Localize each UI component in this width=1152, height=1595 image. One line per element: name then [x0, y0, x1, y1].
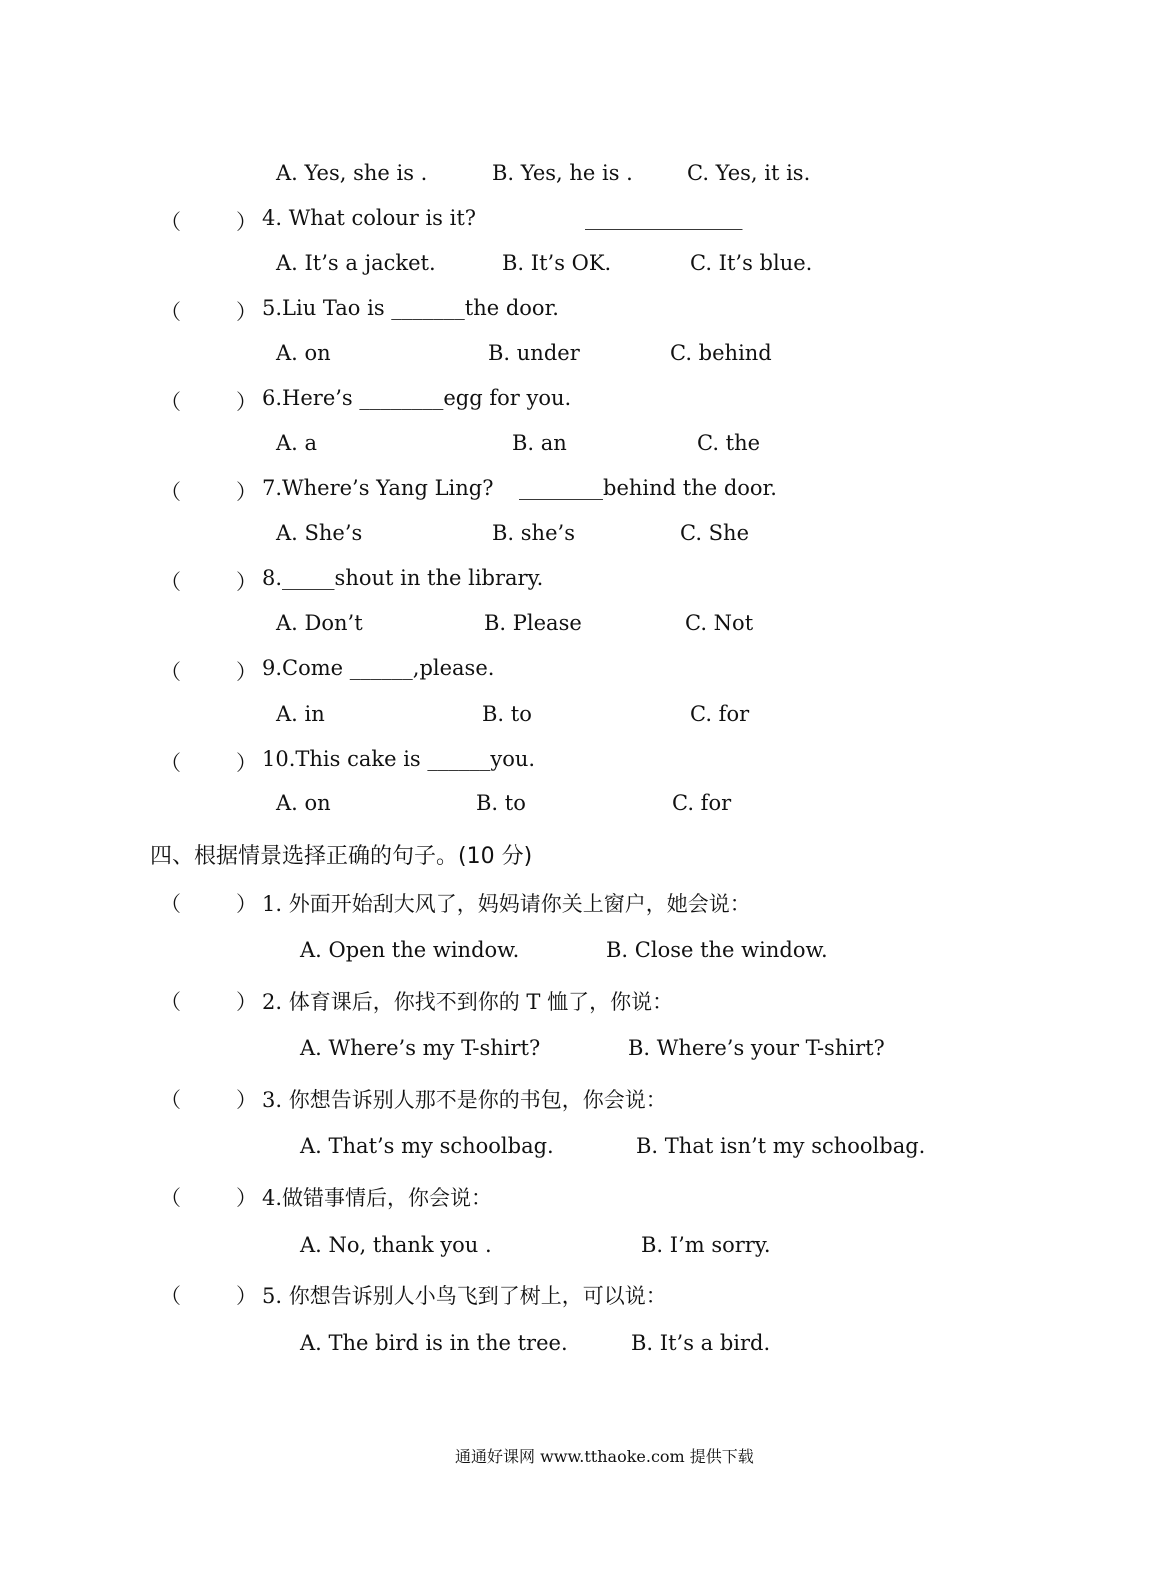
paren-open: （: [160, 1186, 181, 1210]
paren-close: ）: [236, 1284, 257, 1308]
paren-close: ）: [236, 751, 257, 775]
paren-open: （: [160, 300, 181, 324]
option-c: C. for: [672, 791, 732, 815]
option-c: C. behind: [670, 341, 772, 365]
option-c: C. She: [680, 521, 750, 545]
question-text: 7.Where’s Yang Ling?: [262, 476, 494, 500]
question-text: 4.做错事情后，你会说：: [262, 1186, 493, 1210]
paren-close: ）: [236, 480, 257, 504]
option-a: A. on: [276, 791, 331, 815]
option-c: C. for: [690, 702, 750, 726]
option-a: A. The bird is in the tree.: [300, 1331, 568, 1355]
option-b: B. an: [512, 431, 567, 455]
question-text: 2. 体育课后，你找不到你的 T 恤了，你说：: [262, 990, 674, 1014]
paren-close: ）: [236, 390, 257, 414]
option-b: B. Where’s your T-shirt?: [628, 1036, 885, 1060]
question-text: 10.This cake is ______you.: [262, 747, 536, 771]
option-a: A. on: [276, 341, 331, 365]
paren-open: （: [160, 390, 181, 414]
question-text: 5. 你想告诉别人小鸟飞到了树上，可以说：: [262, 1284, 667, 1308]
paren-close: ）: [236, 990, 257, 1014]
paren-close: ）: [236, 570, 257, 594]
option-c: C. It’s blue.: [690, 251, 813, 275]
option-a: A. No, thank you .: [300, 1233, 492, 1257]
paren-open: （: [160, 892, 181, 916]
option-b: B. Please: [484, 611, 582, 635]
option-a: A. Don’t: [276, 611, 363, 635]
paren-open: （: [160, 210, 181, 234]
option-a: A. She’s: [276, 521, 363, 545]
option-c: C. Yes, it is.: [687, 161, 811, 185]
option-b: B. It’s a bird.: [631, 1331, 771, 1355]
option-a: A. Where’s my T-shirt?: [300, 1036, 541, 1060]
paren-close: ）: [236, 1186, 257, 1210]
option-b: B. I’m sorry.: [641, 1233, 771, 1257]
paren-close: ）: [236, 210, 257, 234]
paren-close: ）: [236, 300, 257, 324]
option-a: A. Yes, she is .: [276, 161, 428, 185]
page-footer: 通通好课网 www.tthaoke.com 提供下载: [455, 1447, 754, 1466]
option-c: C. the: [697, 431, 761, 455]
option-b: B. That isn’t my schoolbag.: [636, 1134, 926, 1158]
option-b: B. Close the window.: [606, 938, 828, 962]
option-c: C. Not: [685, 611, 754, 635]
paren-close: ）: [236, 1088, 257, 1112]
paren-open: （: [160, 1284, 181, 1308]
question-text: 5.Liu Tao is _______the door.: [262, 296, 559, 320]
paren-open: （: [160, 751, 181, 775]
paren-open: （: [160, 660, 181, 684]
option-a: A. in: [276, 702, 325, 726]
question-text: 6.Here’s ________egg for you.: [262, 386, 572, 410]
section-heading: 四、根据情景选择正确的句子。(10 分): [150, 844, 533, 869]
paren-open: （: [160, 1088, 181, 1112]
option-b: B. she’s: [492, 521, 575, 545]
answer-blank: _______________: [585, 206, 743, 230]
option-a: A. It’s a jacket.: [276, 251, 436, 275]
option-b: B. Yes, he is .: [492, 161, 633, 185]
option-a: A. Open the window.: [300, 938, 520, 962]
question-text: 3. 你想告诉别人那不是你的书包，你会说：: [262, 1088, 667, 1112]
question-text: 9.Come ______,please.: [262, 656, 495, 680]
option-b: B. It’s OK.: [502, 251, 612, 275]
option-a: A. That’s my schoolbag.: [300, 1134, 554, 1158]
paren-open: （: [160, 990, 181, 1014]
question-text: 8._____shout in the library.: [262, 566, 544, 590]
question-text: 1. 外面开始刮大风了，妈妈请你关上窗户，她会说：: [262, 892, 751, 916]
answer-blank: ________behind the door.: [519, 476, 777, 500]
paren-close: ）: [236, 892, 257, 916]
option-b: B. under: [488, 341, 580, 365]
question-text: 4. What colour is it?: [262, 206, 477, 230]
paren-open: （: [160, 480, 181, 504]
paren-open: （: [160, 570, 181, 594]
paren-close: ）: [236, 660, 257, 684]
option-a: A. a: [276, 431, 318, 455]
option-b: B. to: [476, 791, 526, 815]
option-b: B. to: [482, 702, 532, 726]
